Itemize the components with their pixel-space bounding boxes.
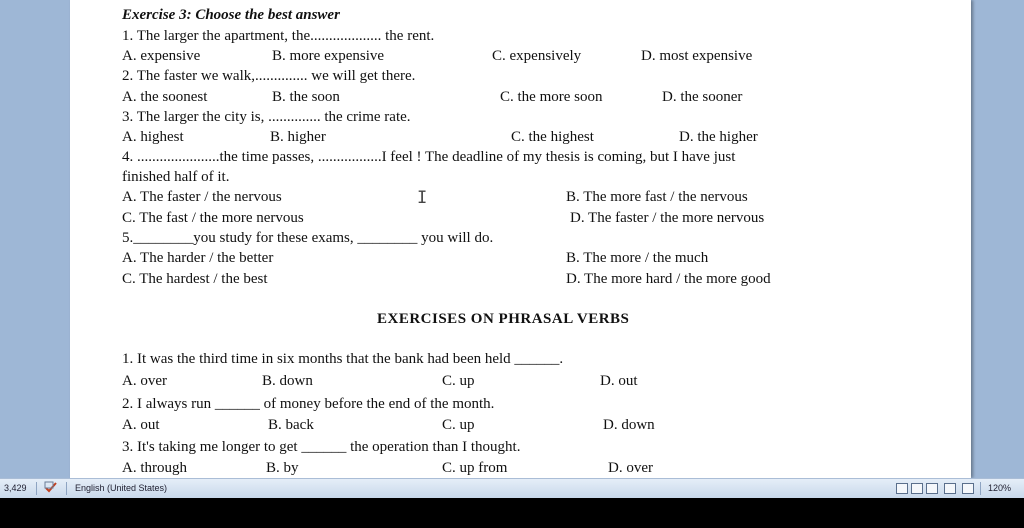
option: C. the highest <box>511 129 594 145</box>
option: B. The more fast / the nervous <box>566 189 748 205</box>
option: B. The more / the much <box>566 250 709 266</box>
option: A. The faster / the nervous <box>122 189 282 205</box>
option: D. The faster / the more nervous <box>570 210 765 226</box>
exercise-title: Exercise 3: Choose the best answer <box>122 7 340 23</box>
status-separator <box>66 482 67 495</box>
option: A. the soonest <box>122 89 208 105</box>
draft-view-icon[interactable] <box>962 483 974 494</box>
text-cursor-icon: I <box>417 188 428 208</box>
option: C. up from <box>442 460 508 476</box>
zoom-level[interactable]: 120% <box>988 483 1012 493</box>
option: C. The fast / the more nervous <box>122 210 304 226</box>
full-screen-reading-icon[interactable] <box>911 483 923 494</box>
print-layout-view-icon[interactable] <box>896 483 908 494</box>
option: B. more expensive <box>272 48 385 64</box>
proofing-icon[interactable] <box>44 481 58 496</box>
document-page[interactable] <box>70 0 971 478</box>
question-stem: 2. The faster we walk,.............. we will get there. <box>122 68 416 84</box>
status-separator <box>36 482 37 495</box>
question-stem: 2. I always run ______ of money before the end of the month. <box>122 396 495 412</box>
question-stem: 3. The larger the city is, .............. the crime rate. <box>122 109 411 125</box>
outline-view-icon[interactable] <box>944 483 956 494</box>
option: C. expensively <box>492 48 582 64</box>
question-stem: 5.________you study for these exams, ________ you will do. <box>122 230 494 246</box>
option: A. The harder / the better <box>122 250 274 266</box>
bottom-black-bar <box>0 498 1024 528</box>
option: D. the sooner <box>662 89 743 105</box>
option: A. expensive <box>122 48 201 64</box>
option: B. back <box>268 417 314 433</box>
option: C. up <box>442 373 475 389</box>
option: A. over <box>122 373 167 389</box>
option: A. out <box>122 417 160 433</box>
option: B. down <box>262 373 313 389</box>
status-separator <box>980 482 981 495</box>
question-stem-continued: finished half of it. <box>122 169 230 185</box>
option: C. The hardest / the best <box>122 271 268 287</box>
option: B. by <box>266 460 299 476</box>
option: D. over <box>608 460 653 476</box>
option: B. the soon <box>272 89 340 105</box>
question-stem: 1. The larger the apartment, the................... the rent. <box>122 28 435 44</box>
option: D. The more hard / the more good <box>566 271 771 287</box>
option: A. highest <box>122 129 184 145</box>
option: D. down <box>603 417 655 433</box>
option: D. most expensive <box>641 48 753 64</box>
option: D. the higher <box>679 129 758 145</box>
option: C. the more soon <box>500 89 603 105</box>
question-stem: 1. It was the third time in six months that the bank had been held ______. <box>122 351 564 367</box>
option: B. higher <box>270 129 326 145</box>
question-stem: 3. It's taking me longer to get ______ the operation than I thought. <box>122 439 521 455</box>
section-heading: EXERCISES ON PHRASAL VERBS <box>377 311 630 327</box>
language-indicator[interactable]: English (United States) <box>75 483 168 493</box>
word-count[interactable]: 3,429 <box>4 483 27 493</box>
option: C. up <box>442 417 475 433</box>
option: D. out <box>600 373 638 389</box>
option: A. through <box>122 460 187 476</box>
web-layout-icon[interactable] <box>926 483 938 494</box>
status-bar <box>0 478 1024 499</box>
question-stem: 4. ......................the time passes, .................I feel ! The deadline of my thesis is coming, but I have just <box>122 149 736 165</box>
